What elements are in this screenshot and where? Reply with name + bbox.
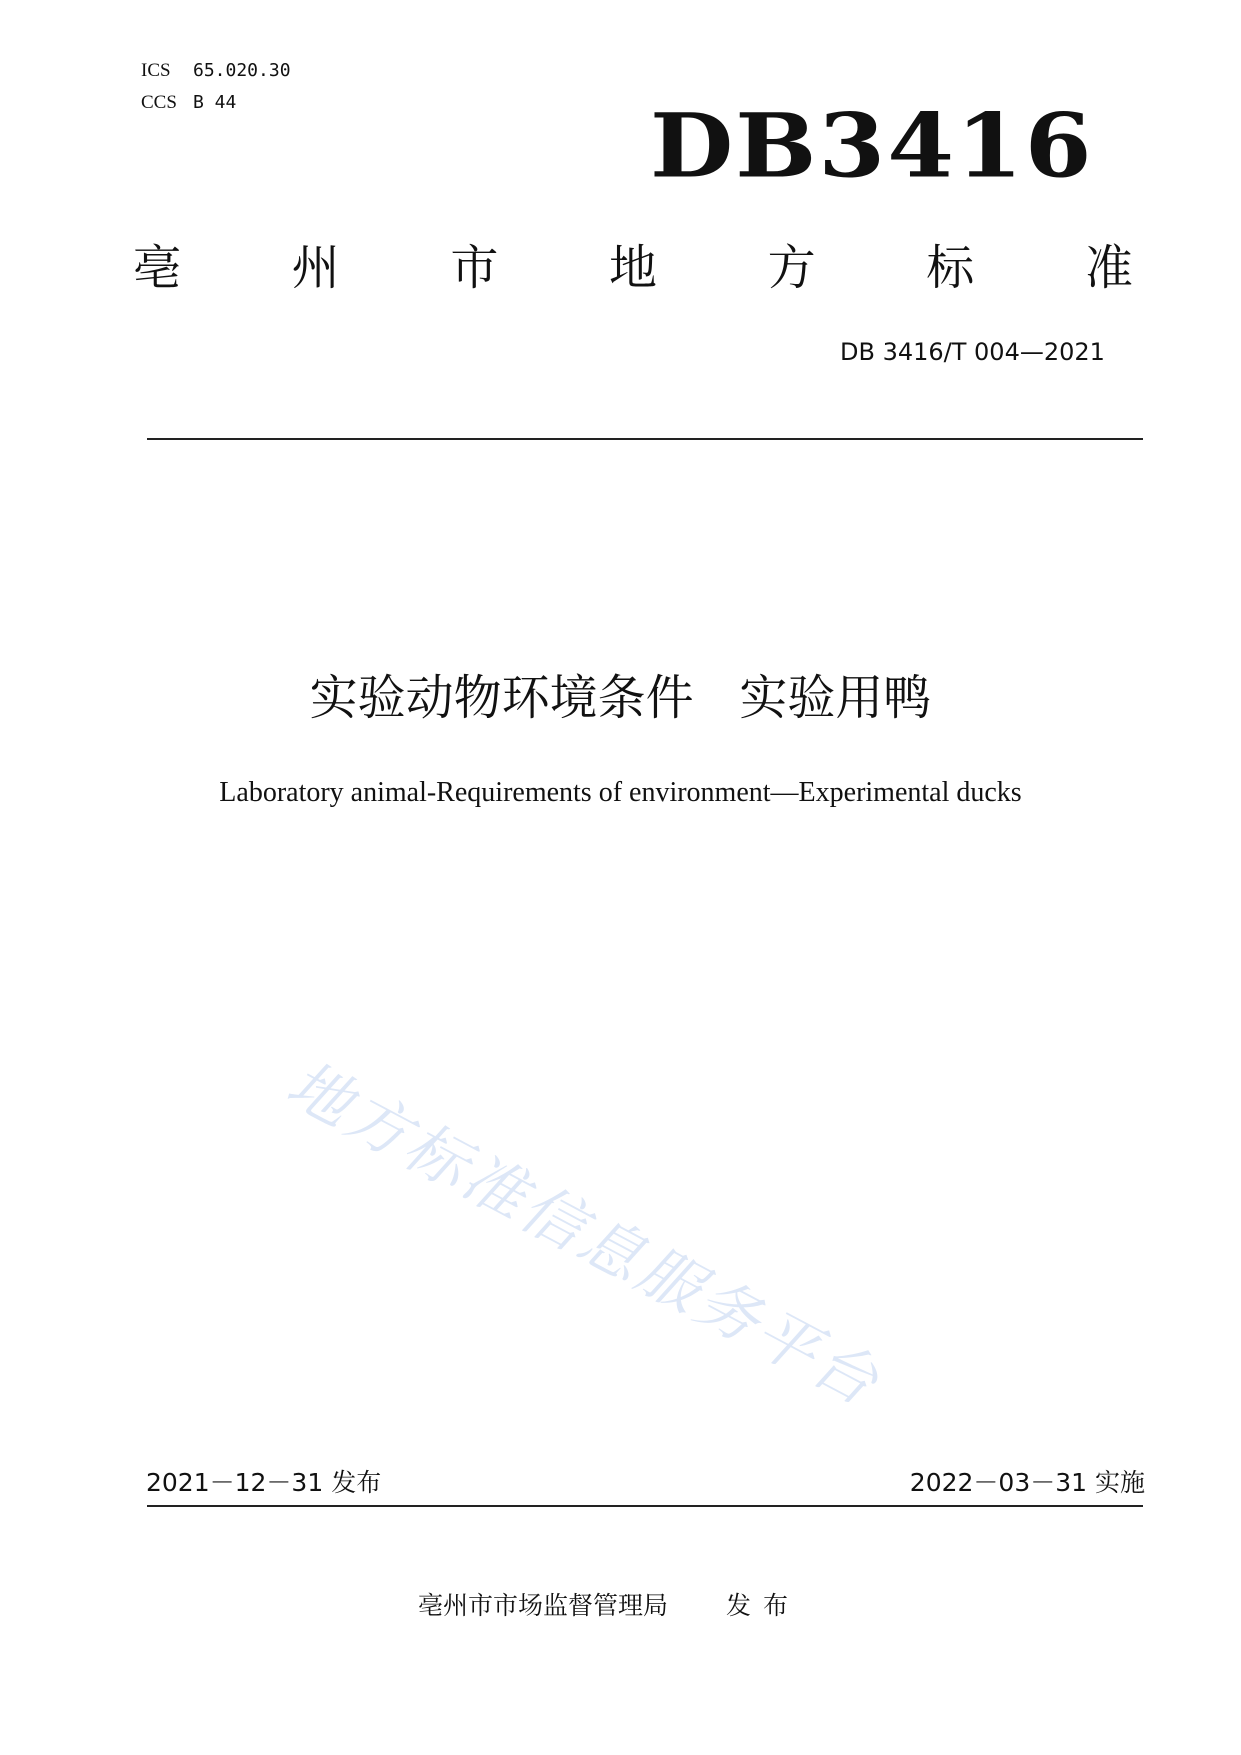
ics-value: 65.020.30: [193, 60, 291, 81]
standard-type: [133, 238, 1133, 298]
standard-type-char: 方: [767, 240, 816, 296]
publisher: [418, 1590, 800, 1622]
ccs-label: CCS: [141, 92, 177, 113]
ics-label: ICS: [141, 60, 171, 81]
standard-number: DB 3416/T 004—2021: [840, 338, 1105, 366]
standard-type-char: 地: [608, 240, 657, 296]
standard-type-char: 亳: [133, 240, 182, 296]
standard-type-char: 准: [1084, 240, 1133, 296]
publisher-action: 发布: [726, 1591, 801, 1620]
ccs-value: B 44: [193, 92, 237, 113]
title-chinese: 实验动物环境条件 实验用鸭: [309, 670, 932, 726]
db-code-logo: DB3416: [650, 93, 1094, 198]
watermark: 地方标准信息服务平台: [275, 1046, 893, 1421]
ccs-line: [141, 90, 236, 115]
standard-type-char: 标: [926, 240, 975, 296]
publish-date: 2021－12－31 发布: [146, 1468, 382, 1497]
bottom-divider: [147, 1505, 1143, 1507]
ics-line: [141, 58, 291, 83]
standard-type-char: 市: [450, 240, 499, 296]
publisher-name: 亳州市市场监督管理局: [418, 1591, 669, 1620]
implement-date: 2022－03－31 实施: [909, 1468, 1145, 1497]
top-divider: [147, 438, 1143, 440]
title-english: Laboratory animal-Requirements of environment—Experimental ducks: [219, 777, 1022, 808]
standard-type-char: 州: [291, 240, 340, 296]
